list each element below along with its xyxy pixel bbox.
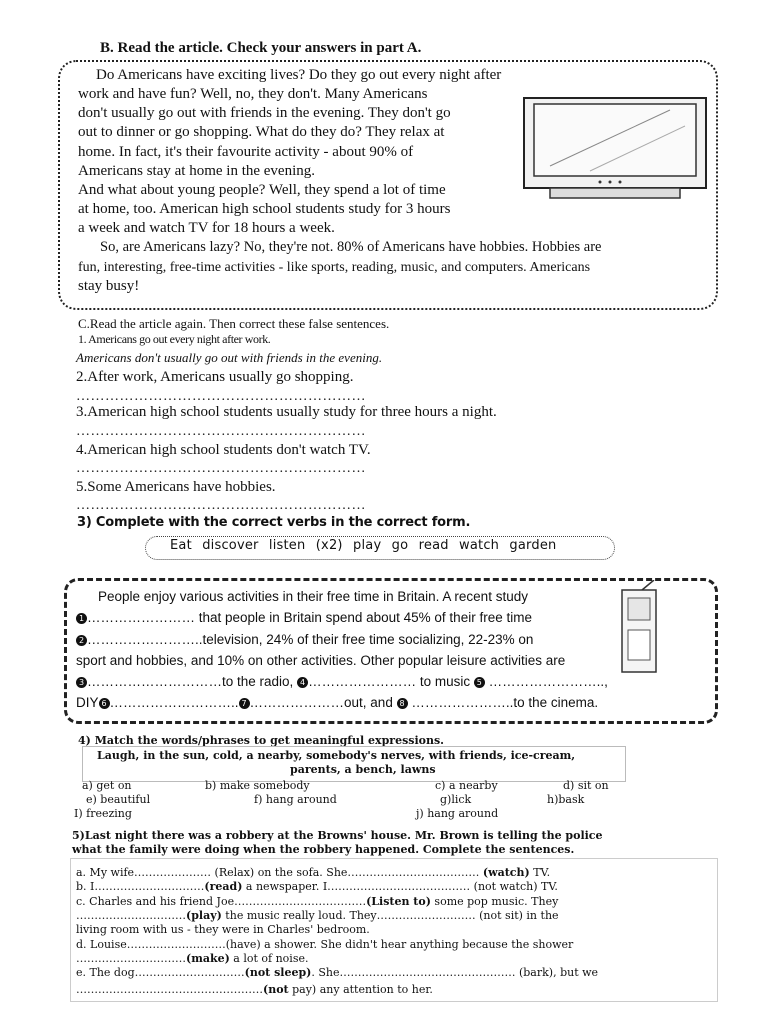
- match-item: j) hang around: [416, 807, 499, 820]
- gap-number: 1: [76, 613, 87, 624]
- cloze-line: [76, 674, 608, 689]
- gap-number: 7: [239, 698, 250, 709]
- cloze-text: DIY: [76, 695, 99, 710]
- gap-3[interactable]: …………………………: [87, 674, 222, 689]
- cloze-text: to the cinema.: [513, 695, 599, 710]
- exercise-line: e. The dog…………………………(not sleep). She………………………………………… (bark), but we: [76, 966, 599, 979]
- article-line: So, are Americans lazy? No, they're not. 80% of Americans have hobbies. Hobbies are: [100, 239, 602, 255]
- gap-2[interactable]: ……………………..: [87, 632, 203, 647]
- word-bank: Eat discover listen (x2) play go read watch garden: [170, 538, 557, 553]
- article-line: stay busy!: [78, 278, 140, 294]
- match-words: Laugh, in the sun, cold, a nearby, somebody's nerves, with friends, ice-cream,: [97, 749, 576, 762]
- article-line: Americans stay at home in the evening.: [78, 163, 316, 179]
- section-5-title: 5)Last night there was a robbery at the Browns' house. Mr. Brown is telling the police: [72, 829, 603, 842]
- exercise-line: living room with us - they were in Charles' bedroom.: [76, 923, 370, 936]
- exercise-line: …………………………(play) the music really loud. They……………………… (not sit) in the: [76, 909, 559, 922]
- match-item: e) beautiful: [86, 793, 151, 806]
- cloze-text: to music: [416, 674, 474, 689]
- section-b-title: B. Read the article. Check your answers in part A.: [100, 40, 422, 56]
- gap-number: 4: [297, 677, 308, 688]
- article-line: Do Americans have exciting lives? Do they go out every night after: [96, 67, 502, 83]
- gap-number: 2: [76, 635, 87, 646]
- cloze-text: out, and: [344, 695, 397, 710]
- gap-number: 6: [99, 698, 110, 709]
- gap-1[interactable]: ……………………: [87, 610, 195, 625]
- cloze-line: [76, 610, 532, 625]
- false-sentence: 3.American high school students usually study for three hours a night.: [76, 404, 497, 420]
- match-item: g)lick: [440, 793, 472, 806]
- gap-number: 8: [397, 698, 408, 709]
- section-c-title: C.Read the article again. Then correct these false sentences.: [78, 316, 390, 331]
- match-item: c) a nearby: [435, 779, 498, 792]
- gap-5[interactable]: ……………………..,: [484, 674, 608, 689]
- exercise-line: b. I…………………………(read) a newspaper. I………………………………… (not watch) TV.: [76, 880, 558, 893]
- article-line: don't usually go out with friends in the evening. They don't go: [78, 105, 451, 121]
- answer-line[interactable]: ……………………………………………………: [76, 498, 366, 513]
- exercise-line: c. Charles and his friend Joe………………………………(Listen to) some pop music. They: [76, 895, 559, 908]
- exercise-line: ……………………………………………(not pay) any attention to her.: [76, 983, 433, 996]
- exercise-line: a. My wife………………… (Relax) on the sofa. She……………………………… (watch) TV.: [76, 866, 551, 879]
- gap-4[interactable]: ……………………: [308, 674, 417, 689]
- exercise-line: …………………………(make) a lot of noise.: [76, 952, 309, 965]
- article-line: at home, too. American high school students study for 3 hours: [78, 201, 451, 217]
- cloze-text: television, 24% of their free time socializing, 22-23% on: [202, 632, 534, 647]
- match-item: f) hang around: [254, 793, 337, 806]
- article-line: a week and watch TV for 18 hours a week.: [78, 220, 335, 236]
- gap-number: 3: [76, 677, 87, 688]
- section-4-title: 4) Match the words/phrases to get meaningful expressions.: [78, 734, 445, 747]
- false-sentence: 5.Some Americans have hobbies.: [76, 479, 276, 495]
- article-line: fun, interesting, free-time activities - like sports, reading, music, and computers. Americans: [78, 260, 591, 275]
- match-item: b) make somebody: [205, 779, 310, 792]
- cloze-text: that people in Britain spend about 45% of their free time: [195, 610, 532, 625]
- example-sentence: 1. Americans go out every night after work.: [78, 332, 271, 346]
- section-5-title: what the family were doing when the robbery happened. Complete the sentences.: [72, 843, 575, 856]
- article-line: And what about young people? Well, they spend a lot of time: [78, 182, 446, 198]
- match-words: parents, a bench, lawns: [290, 763, 436, 776]
- gap-6[interactable]: ………………………..: [109, 695, 239, 710]
- match-item: a) get on: [82, 779, 132, 792]
- answer-line[interactable]: ……………………………………………………: [76, 389, 366, 404]
- gap-8[interactable]: …………………..: [407, 695, 514, 710]
- cloze-line: sport and hobbies, and 10% on other activities. Other popular leisure activities are: [76, 653, 566, 668]
- match-item: d) sit on: [563, 779, 609, 792]
- answer-line[interactable]: ……………………………………………………: [76, 461, 366, 476]
- gap-7[interactable]: …………………: [249, 695, 345, 710]
- answer-line[interactable]: ……………………………………………………: [76, 424, 366, 439]
- cloze-line: [76, 632, 533, 647]
- cloze-line: [76, 695, 598, 710]
- match-item: h)bask: [547, 793, 585, 806]
- tv-illustration: [520, 96, 710, 202]
- cloze-text: to the radio,: [222, 674, 298, 689]
- exercise-line: d. Louise………………………(have) a shower. She didn't hear anything because the shower: [76, 938, 574, 951]
- match-item: I) freezing: [74, 807, 132, 820]
- gap-number: 5: [474, 677, 485, 688]
- section-3-title: 3) Complete with the correct verbs in the correct form.: [77, 515, 471, 530]
- false-sentence: 4.American high school students don't watch TV.: [76, 442, 371, 458]
- false-sentence: 2.After work, Americans usually go shopping.: [76, 369, 354, 385]
- cloze-line: People enjoy various activities in their free time in Britain. A recent study: [98, 589, 528, 604]
- article-line: work and have fun? Well, no, they don't. Many Americans: [78, 86, 428, 102]
- radio-illustration: [618, 580, 662, 676]
- example-answer: Americans don't usually go out with friends in the evening.: [76, 350, 383, 365]
- article-line: out to dinner or go shopping. What do they do? They relax at: [78, 124, 445, 140]
- article-line: home. In fact, it's their favourite activity - about 90% of: [78, 144, 414, 160]
